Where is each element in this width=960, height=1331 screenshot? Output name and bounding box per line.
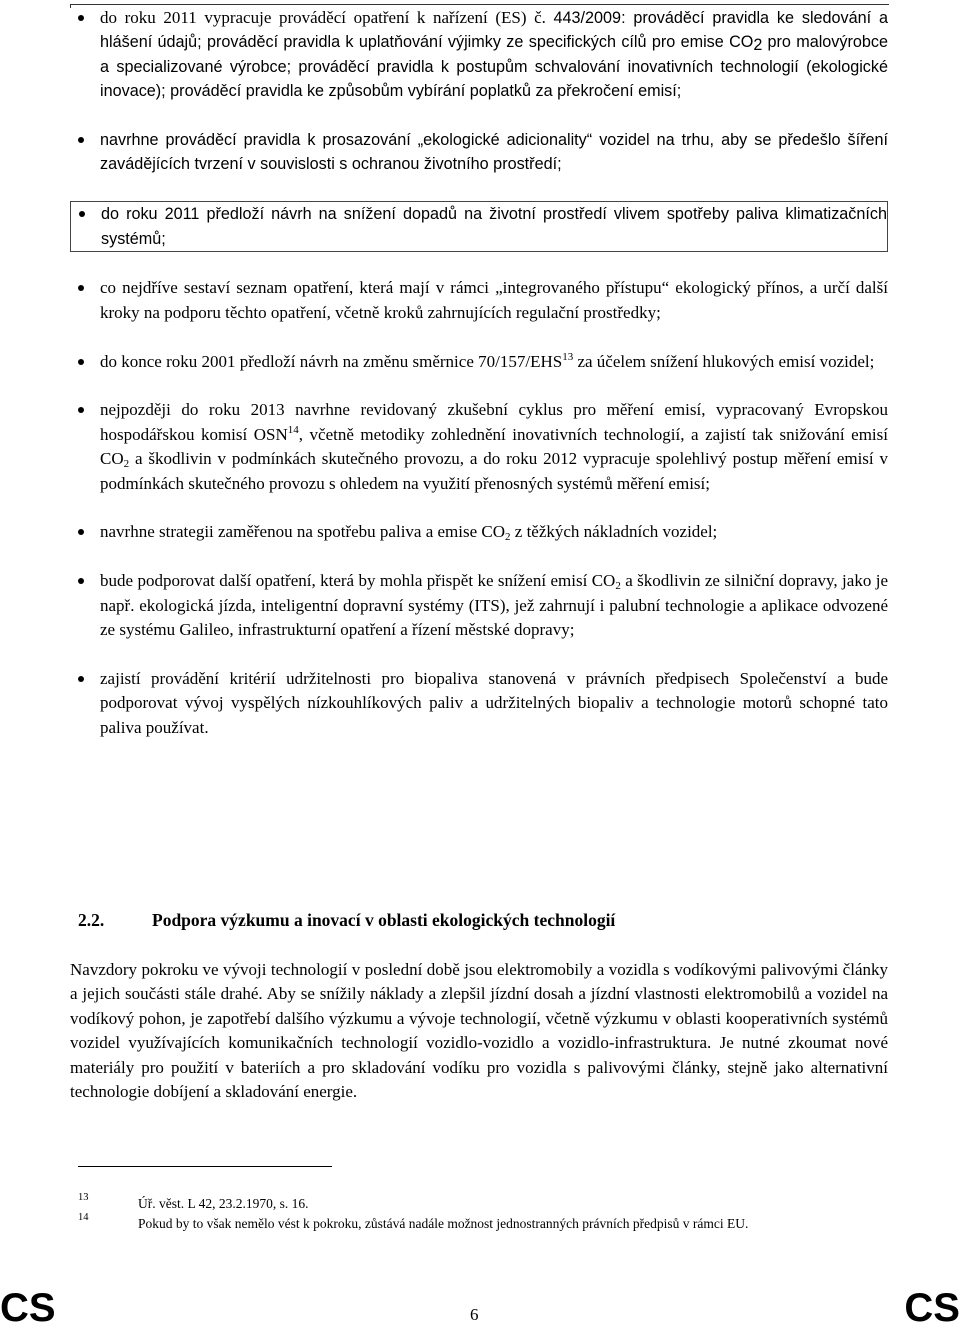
section-number: 2.2.	[78, 910, 105, 930]
list-item: do roku 2011 vypracuje prováděcí opatření k nařízení (ES) č. 443/2009: prováděcí pravidla ke sledování a hlášení údajů; prováděcí pravidla k uplatňování výjimky ze specifických cílů pro emise $CO_2$ pro malovýrobce a specializované výrobce; prováděcí pravidla k postupům schvalování inovativních technologií (ekologické inovace); prováděcí pravidla ke způsobům vybírání poplatků za překročení emisí;	[70, 6, 888, 104]
bullet-icon	[78, 285, 84, 291]
list-item: navrhne prováděcí pravidla k prosazování „ekologické adicionality“ vozidel na trhu, aby se předešlo šíření zavádějících tvrzení v souvislosti s ochranou životního prostředí;	[70, 128, 888, 177]
bullet-icon	[78, 359, 84, 365]
footnote-number: 14	[78, 1212, 89, 1223]
list-item: co nejdříve sestaví seznam opatření, která mají v rámci „integrovaného přístupu“ ekologický přínos, a určí další kroky na podporu těchto opatření, včetně kroků zahrnujících regulační prostředky;	[70, 276, 888, 325]
footnote-ref[interactable]: 14	[287, 423, 299, 436]
list-item: navrhne strategii zaměřenou na spotřebu paliva a emise $CO_2$ z těžkých nákladních vozidel;	[70, 520, 888, 544]
bullet-icon	[78, 407, 84, 413]
list-item: do konce roku 2001 předloží návrh na změnu směrnice 70/157/EHS$^{13}$ za účelem snížení hlukových emisí vozidel;	[70, 350, 888, 374]
page-number: 6	[470, 1305, 479, 1324]
footnote-separator	[78, 1166, 332, 1167]
footnote-text: Úř. věst. L 42, 23.2.1970, s. 16.	[138, 1196, 309, 1211]
footnote-text: Pokud by to však nemělo vést k pokroku, zůstává nadále možnost jednostranných právních předpisů v rámci EU.	[138, 1216, 749, 1231]
section-heading	[78, 910, 888, 931]
bullet-icon	[78, 529, 84, 535]
bullet-icon	[79, 211, 85, 217]
bullet-icon	[78, 676, 84, 682]
list-item: nejpozději do roku 2013 navrhne revidovaný zkušební cyklus pro měření emisí, vypracovaný Evropskou hospodářskou komisí OSN$^{14}$, včetně metodiky zohlednění inovativních technologií, a zajistí tak snižování emisí $CO_2$ a škodlivin v podmínkách skutečného provozu, a do roku 2012 vypracuje spolehlivý postup měření emisí v podmínkách skutečného provozu s ohledem na využití přenosných systémů měření emisí;	[70, 398, 888, 496]
footer-language-right: CS	[904, 1286, 960, 1330]
list-item: do roku 2011 předloží návrh na snížení dopadů na životní prostředí vlivem spotřeby paliva klimatizačních systémů;	[70, 201, 888, 252]
footnote-ref[interactable]: 13	[562, 350, 574, 363]
bullet-icon	[78, 15, 84, 21]
bullet-icon	[78, 137, 84, 143]
section-title: Podpora výzkumu a inovací v oblasti ekologických technologií	[152, 910, 616, 930]
bullet-list	[70, 6, 888, 764]
footnote-number: 13	[78, 1192, 89, 1203]
footnote	[78, 1194, 888, 1214]
footer-language-left: CS	[0, 1286, 56, 1330]
list-item: bude podporovat další opatření, která by mohla přispět ke snížení emisí $CO_2$ a škodlivin ze silniční dopravy, jako je např. ekologická jízda, inteligentní dopravní systémy (ITS), jež zahrnují i palubní technologie a aplikace odvozené ze systému Galileo, infrastrukturní opatření a řízení městské dopravy;	[70, 569, 888, 642]
footnote	[78, 1214, 888, 1234]
list-item: zajistí provádění kritérií udržitelnosti pro biopaliva stanovená v právních předpisech Společenství a bude podporovat vývoj vyspělých nízkouhlíkových paliv a udržitelných biopaliv a technologie motorů schopné tato paliva používat.	[70, 667, 888, 740]
body-paragraph: Navzdory pokroku ve vývoji technologií v poslední době jsou elektromobily a vozidla s vodíkovými palivovými články a jejich součásti stále drahé. Aby se snížily náklady a zlepšil jízdní dosah a jízdní vlastnosti elektromobilů a vozidel na vodíkový pohon, je zapotřebí dalšího výzkumu a vývoje technologií, včetně výzkumu v oblasti kooperativních systémů vozidel využívajících komunikačních technologií vozidlo-vozidlo a vozidlo-infrastruktura. Je nutné zkoumat nové materiály pro použití v bateriích a pro skladování vodíku pro vozidla s palivovými články, stejně jako alternativní technologie dobíjení a skladování energie.	[70, 960, 888, 1102]
bullet-icon	[78, 578, 84, 584]
